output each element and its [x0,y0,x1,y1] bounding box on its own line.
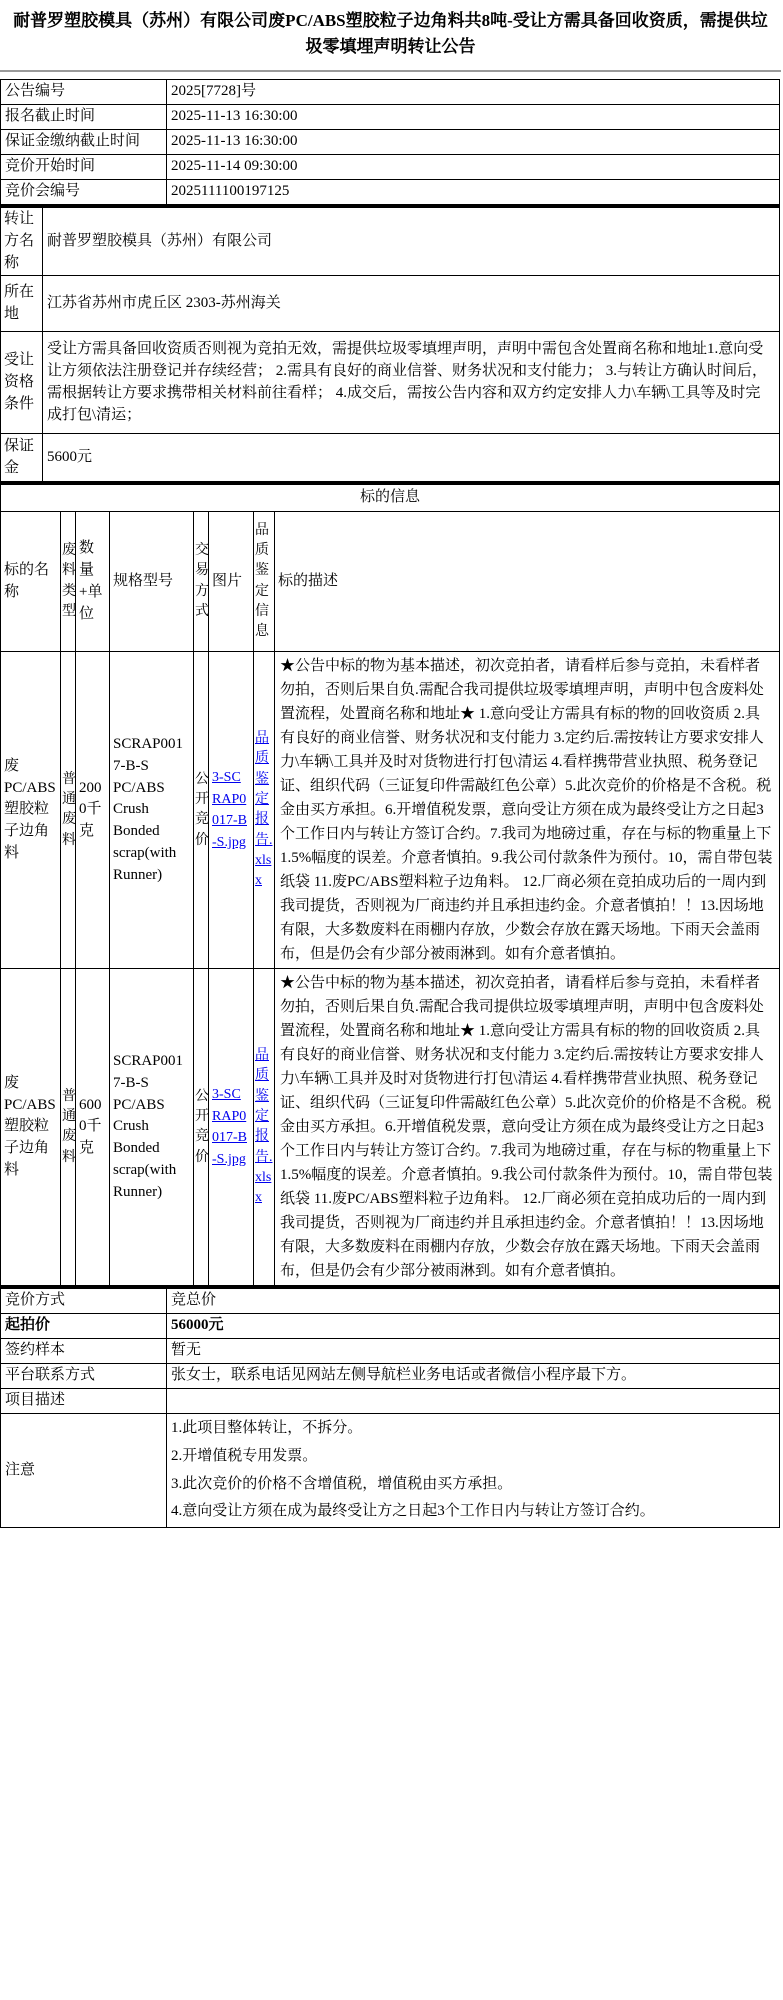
notice-line-1: 1.此项目整体转让，不拆分。 [171,1420,363,1436]
announcement-number-value: 2025[7728]号 [167,80,780,105]
subject-description: ★公告中标的物为基本描述，初次竞拍者，请看样后参与竞拍，未看样者勿拍，否则后果自负.需配合我司提供垃圾零填埋声明，声明中包含废料处置流程，处置商名称和地址★ 1.意向受让方需具有标的物的回收资质 2.具有良好的商业信誉、财务状况和支付能力 3.定约后.需按转让方要求安排人力\车辆\工具并及时对货物进行打包\清运 4.看样携带营业执照、税务登记证、组织代码（三证复印件需敲红色公章）5.此次竞价的价格是不含税。税金由买方承担。6.开增值税发票，意向受让方须在成为最终受让方之日起3个工作日内与转让方签订合约。7.我司为地磅过重，存在与标的物重量上下1.5%幅度的误差。介意者慎拍。9.我公司付款条件为预付。10，需自带包装纸袋 11.废PC/ABS塑料粒子边角料。 12.厂商必须在竞拍成功后的一周内到我司提货，否则视为厂商违约并且承担违约金。介意者慎拍！！13.因场地有限，大多数废料在雨棚内存放，少数会存放在露天场地。下雨天会盖雨布，但是仍会有少部分被雨淋到。如有介意者慎拍。 [275,652,780,969]
deposit-label: 保证金 [1,434,43,482]
transferor-table [0,205,780,482]
table-row [1,276,780,332]
table-row [1,105,780,130]
table-row [1,1288,780,1314]
notice-value [167,1414,780,1528]
quality-report-link[interactable]: 品质鉴定报告.xlsx [255,1048,273,1206]
transferee-qualification-label: 受让资格条件 [1,332,43,434]
start-price-label: 起拍价 [1,1314,167,1339]
announcement-number-label: 公告编号 [1,80,167,105]
notice-line-4: 4.意向受让方须在成为最终受让方之日起3个工作日内与转让方签订合约。 [171,1503,655,1520]
table-row [1,180,780,205]
title-divider [0,70,781,72]
quantity-unit: 6000千克 [76,969,110,1286]
spec-model: SCRAP0017-B-S PC/ABS Crush Bonded scrap(with Runner) [110,969,194,1286]
bid-method-label: 竞价方式 [1,1288,167,1314]
start-price-value: 56000元 [167,1314,780,1339]
bidding-session-number-label: 竞价会编号 [1,180,167,205]
subject-name: 废PC/ABS塑胶粒子边角料 [1,969,61,1286]
bidding-start-value: 2025-11-14 09:30:00 [167,155,780,180]
platform-contact-label: 平台联系方式 [1,1364,167,1389]
notice-line-3: 3.此次竞价的价格不含增值税，增值税由买方承担。 [171,1475,513,1492]
contract-sample-label: 签约样本 [1,1339,167,1364]
location-value: 江苏省苏州市虎丘区 2303-苏州海关 [43,276,780,332]
col-header-description: 标的描述 [275,512,780,652]
contract-sample-value: 暂无 [167,1339,780,1364]
table-row [1,1339,780,1364]
waste-type: 普通废料 [61,969,76,1286]
transferor-name-label: 转让方名称 [1,207,43,276]
notice-line-2: 2.开增值税专用发票。 [171,1447,318,1464]
subject-name: 废PC/ABS塑胶粒子边角料 [1,652,61,969]
table-row [1,80,780,105]
table-row [1,155,780,180]
table-row [1,1314,780,1339]
subject-info-table [0,482,780,1286]
location-label: 所在地 [1,276,43,332]
registration-deadline-value: 2025-11-13 16:30:00 [167,105,780,130]
table-row [1,332,780,434]
bidding-notes-table [0,1286,780,1528]
waste-type: 普通废料 [61,652,76,969]
picture-cell [209,652,254,969]
table-row [1,1389,780,1414]
col-header-picture: 图片 [209,512,254,652]
subject-section-title: 标的信息 [1,484,780,512]
page-title: 耐普罗塑胶模具（苏州）有限公司废PC/ABS塑胶粒子边角料共8吨-受让方需具备回收资质，需提供垃圾零填埋声明转让公告 [13,11,768,56]
announcement-info-table [0,79,780,205]
col-header-quality-info: 品质鉴定信息 [254,512,275,652]
quality-report-link[interactable]: 品质鉴定报告.xlsx [255,731,273,889]
table-row [1,207,780,276]
bid-method-value: 竞总价 [167,1288,780,1314]
picture-cell [209,969,254,1286]
registration-deadline-label: 报名截止时间 [1,105,167,130]
bidding-start-label: 竞价开始时间 [1,155,167,180]
col-header-spec-model: 规格型号 [110,512,194,652]
subject-row-1 [1,652,780,969]
table-row [1,1364,780,1389]
project-description-label: 项目描述 [1,1389,167,1414]
table-row [1,484,780,512]
subject-row-2 [1,969,780,1286]
transferee-qualification-value: 受让方需具备回收资质否则视为竞拍无效，需提供垃圾零填埋声明，声明中需包含处置商名称和地址1.意向受让方须依法注册登记并存续经营； 2.需具有良好的商业信誉、财务状况和支付能力； 3.与转让方确认时间后，需根据转让方要求携带相关材料前往看样； 4.成交后，需按公告内容和双方约定安排人力\车辆\工具等及时完成打包\清运； [43,332,780,434]
subject-description: ★公告中标的物为基本描述，初次竞拍者，请看样后参与竞拍，未看样者勿拍，否则后果自负.需配合我司提供垃圾零填埋声明，声明中包含废料处置流程，处置商名称和地址★ 1.意向受让方需具有标的物的回收资质 2.具有良好的商业信誉、财务状况和支付能力 3.定约后.需按转让方要求安排人力\车辆\工具并及时对货物进行打包\清运 4.看样携带营业执照、税务登记证、组织代码（三证复印件需敲红色公章）5.此次竞价的价格是不含税。税金由买方承担。6.开增值税发票，意向受让方须在成为最终受让方之日起3个工作日内与转让方签订合约。7.我司为地磅过重，存在与标的物重量上下1.5%幅度的误差。介意者慎拍。9.我公司付款条件为预付。10，需自带包装纸袋 11.废PC/ABS塑料粒子边角料。 12.厂商必须在竞拍成功后的一周内到我司提货，否则视为厂商违约并且承担违约金。介意者慎拍！！13.因场地有限，大多数废料在雨棚内存放，少数会存放在露天场地。下雨天会盖雨布，但是仍会有少部分被雨淋到。如有介意者慎拍。 [275,969,780,1286]
deposit-deadline-value: 2025-11-13 16:30:00 [167,130,780,155]
col-header-subject-name: 标的名称 [1,512,61,652]
table-row [1,130,780,155]
spec-model: SCRAP0017-B-S PC/ABS Crush Bonded scrap(with Runner) [110,652,194,969]
platform-contact-value: 张女士，联系电话见网站左侧导航栏业务电话或者微信小程序最下方。 [167,1364,780,1389]
transferor-name-value: 耐普罗塑胶模具（苏州）有限公司 [43,207,780,276]
project-description-value [167,1389,780,1414]
notice-label: 注意 [1,1414,167,1528]
table-row [1,434,780,482]
table-row [1,1414,780,1528]
picture-link[interactable]: 3-SCRAP0017-B-S.jpg [212,1086,247,1167]
deposit-deadline-label: 保证金缴纳截止时间 [1,130,167,155]
trade-mode: 公开竞价 [194,652,209,969]
subject-header-row [1,512,780,652]
deposit-value: 5600元 [43,434,780,482]
col-header-waste-type: 废料类型 [61,512,76,652]
col-header-trade-mode: 交易方式 [194,512,209,652]
picture-link[interactable]: 3-SCRAP0017-B-S.jpg [212,769,247,850]
quality-report-cell [254,969,275,1286]
trade-mode: 公开竞价 [194,969,209,1286]
col-header-quantity-unit: 数量+单位 [76,512,110,652]
quality-report-cell [254,652,275,969]
bidding-session-number-value: 2025111100197125 [167,180,780,205]
quantity-unit: 2000千克 [76,652,110,969]
